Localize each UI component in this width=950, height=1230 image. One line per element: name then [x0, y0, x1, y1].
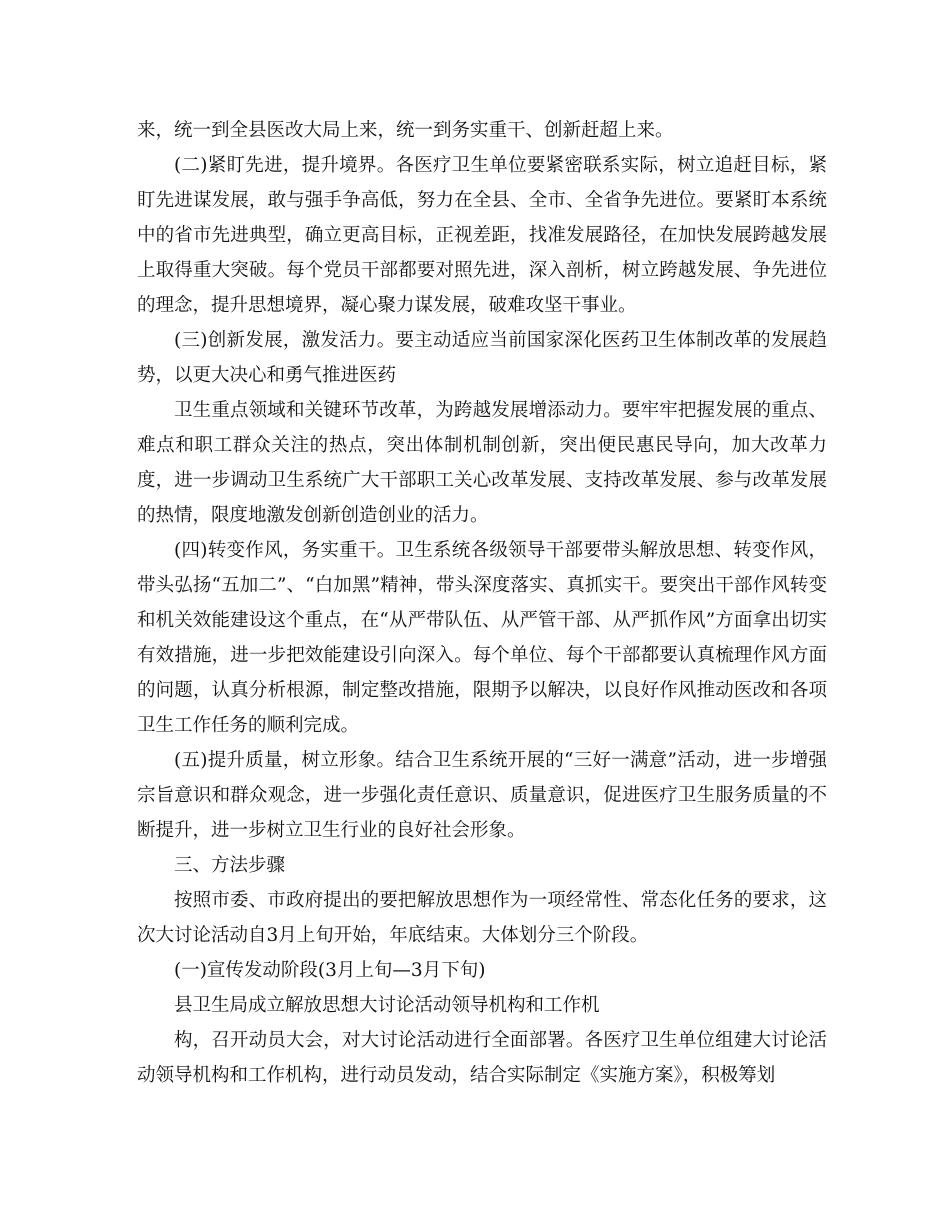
paragraph-2: (二)紧盯先进，提升境界。各医疗卫生单位要紧密联系实际，树立追赶目标，紧盯先进谋发展，敢与强手争高低，努力在全县、全市、全省争先进位。要紧盯本系统中的省市先进典型，确立更高目标，正视差距，找准发展路径，在加快发展跨越发展上取得重大突破。每个党员干部都要对照先进，深入剖析，树立跨越发展、争先进位的理念，提升思想境界，凝心聚力谋发展，破难攻坚干事业。: [137, 155, 827, 316]
paragraph-5: (四)转变作风，务实重干。卫生系统各级领导干部要带头解放思想、转变作风，带头弘扬“五加二”、“白加黑”精神，带头深度落实、真抓实干。要突出干部作风转变和机关效能建设这个重点，在“从严带队伍、从严管干部、从严抓作风”方面拿出切实有效措施，进一步把效能建设引向深入。每个单位、每个干部都要认真梳理作风方面的问题，认真分析根源，制定整改措施，限期予以解决，以良好作风推动医改和各项卫生工作任务的顺利完成。: [137, 540, 827, 736]
paragraph-8: 按照市委、市政府提出的要把解放思想作为一项经常性、常态化任务的要求，这次大讨论活动自3月上旬开始，年底结束。大体划分三个阶段。: [137, 890, 827, 946]
document-page: [137, 113, 827, 1093]
paragraph-3: (三)创新发展，激发活力。要主动适应当前国家深化医药卫生体制改革的发展趋势，以更大决心和勇气推进医药: [137, 330, 827, 386]
section-heading-methods: 三、方法步骤: [174, 855, 286, 876]
paragraph-6: (五)提升质量，树立形象。结合卫生系统开展的“三好一满意”活动，进一步增强宗旨意识和群众观念，进一步强化责任意识、质量意识，促进医疗卫生服务质量的不断提升，进一步树立卫生行业的良好社会形象。: [137, 750, 827, 841]
paragraph-11: 构，召开动员大会，对大讨论活动进行全面部署。各医疗卫生单位组建大讨论活动领导机构和工作机构，进行动员发动，结合实际制定《实施方案》，积极筹划: [137, 1030, 827, 1086]
paragraph-10: 县卫生局成立解放思想大讨论活动领导机构和工作机: [174, 995, 600, 1016]
paragraph-4: 卫生重点领域和关键环节改革，为跨越发展增添动力。要牢牢把握发展的重点、难点和职工群众关注的热点，突出体制机制创新，突出便民惠民导向，加大改革力度，进一步调动卫生系统广大干部职工关心改革发展、支持改革发展、参与改革发展的热情，限度地激发创新创造创业的活力。: [137, 400, 827, 526]
subheading-publicity-stage: (一)宣传发动阶段(3月上旬—3月下旬): [174, 960, 486, 981]
paragraph-1: 来，统一到全县医改大局上来，统一到务实重干、创新赶超上来。: [137, 120, 674, 141]
